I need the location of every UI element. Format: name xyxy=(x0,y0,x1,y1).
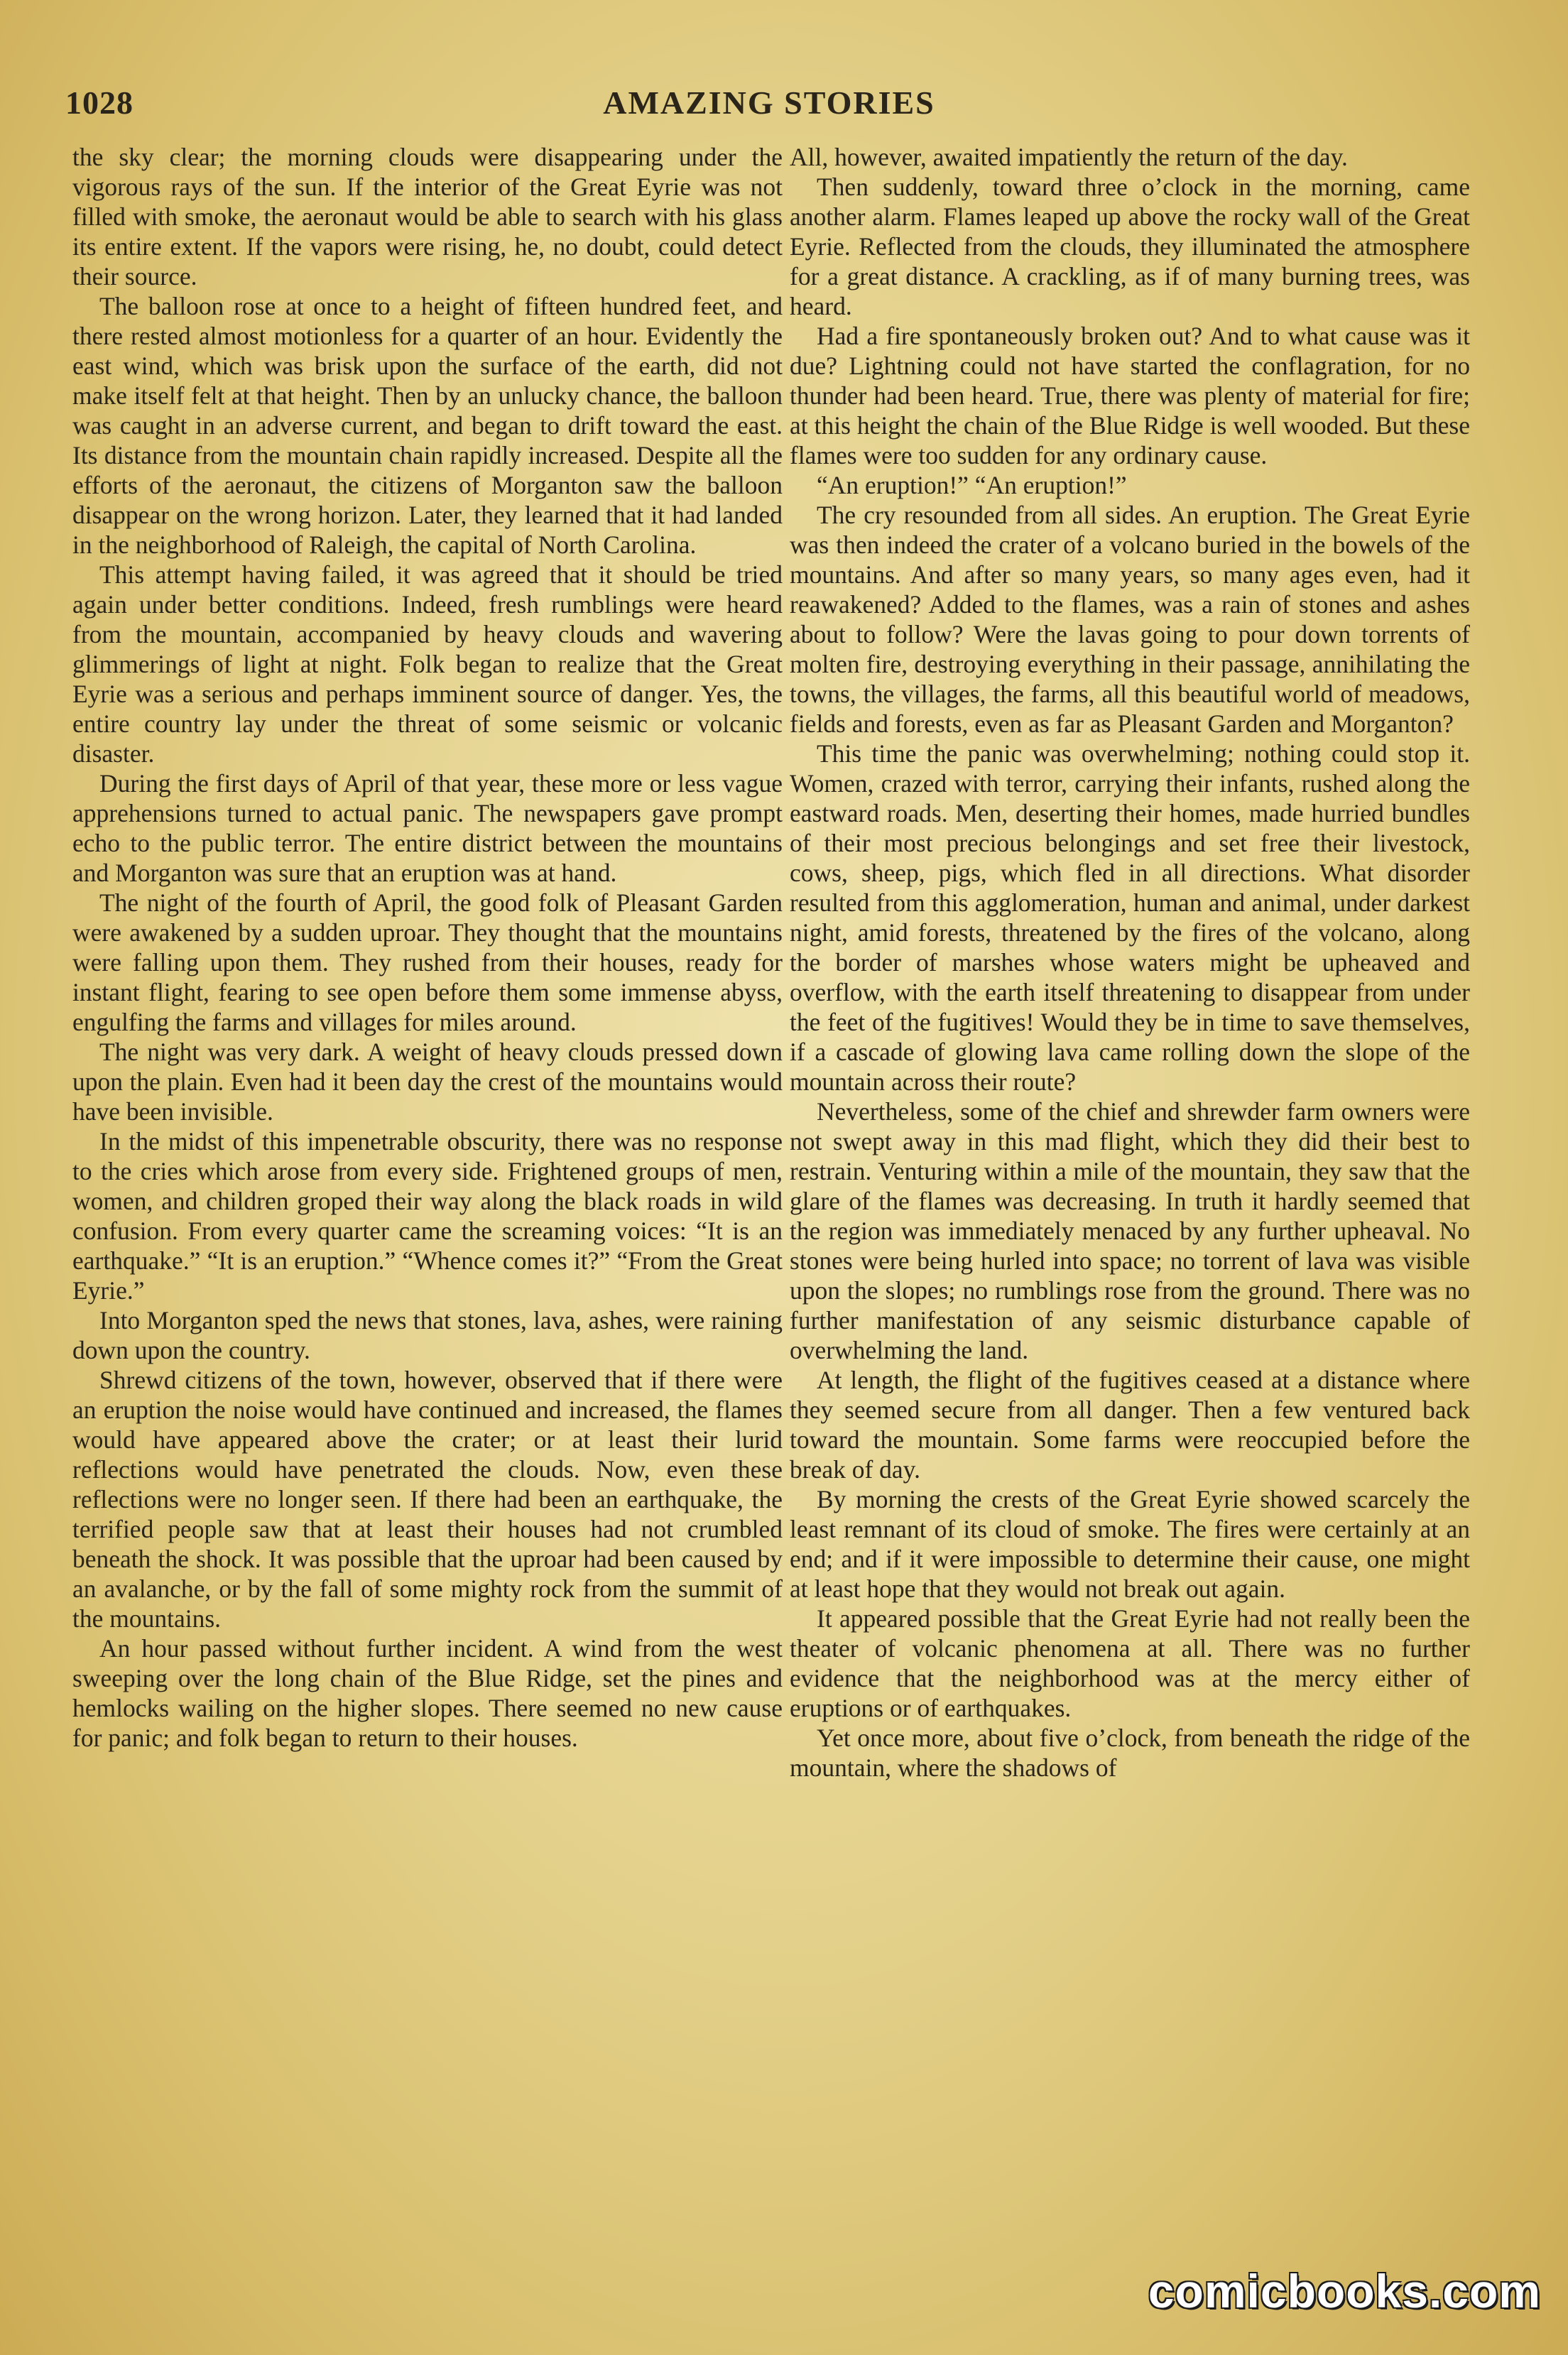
paragraph: This time the panic was overwhelming; nothing could stop it. Women, crazed with terror, carrying their infants, rushed along the eastward roads. Men, deserting their homes, made hurried bundles of their most precious belongings and set free their livestock, cows, sheep, pigs, which fled in all directions. What disorder resulted from this agglomeration, human and animal, under darkest night, amid forests, threatened by the fires of the volcano, along the border of marshes whose waters might be upheaved and overflow, with the earth itself threatening to disappear from under the feet of the fugitives! Would they be in time to save themselves, if a cascade of glowing lava came rolling down the slope of the mountain across their route? xyxy=(790,739,1470,1096)
paragraph: the sky clear; the morning clouds were disappearing under the vigorous rays of the sun. If the interior of the Great Eyrie was not filled with smoke, the aeronaut would be able to search with his glass its entire extent. If the vapors were rising, he, no doubt, could detect their source. xyxy=(72,143,783,290)
magazine-title: AMAZING STORIES xyxy=(603,85,935,121)
paragraph: In the midst of this impenetrable obscurity, there was no response to the cries which arose from every side. Frightened groups of men, women, and children groped their way along the black roads in wild confusion. From every quarter came the screaming voices: “It is an earthquake.” “It is an eruption.” “Whence comes it?” “From the Great Eyrie.” xyxy=(72,1127,783,1305)
paragraph: Into Morganton sped the news that stones, lava, ashes, were raining down upon the country. xyxy=(72,1306,783,1364)
paragraph: Shrewd citizens of the town, however, observed that if there were an eruption the noise would have continued and increased, the flames would have appeared above the crater; or at least their lurid reflections would have penetrated the clouds. Now, even these reflections were no longer seen. If there had been an earthquake, the terrified people saw that at least their houses had not crumbled beneath the shock. It was possible that the uproar had been caused by an avalanche, or by the fall of some mighty rock from the summit of the mountains. xyxy=(72,1366,783,1633)
page-number: 1028 xyxy=(65,85,134,121)
paragraph: Nevertheless, some of the chief and shrewder farm owners were not swept away in this mad flight, which they did their best to restrain. Venturing within a mile of the mountain, they saw that the glare of the flames was decreasing. In truth it hardly seemed that the region was immediately menaced by any further upheaval. No stones were being hurled into space; no torrent of lava was visible upon the slopes; no rumblings rose from the ground. There was no further manifestation of any seismic disturbance capable of overwhelming the land. xyxy=(790,1097,1470,1364)
right-column xyxy=(790,142,1470,1783)
paragraph: The night was very dark. A weight of heavy clouds pressed down upon the plain. Even had it been day the crest of the mountains would have been invisible. xyxy=(72,1038,783,1126)
paragraph: The night of the fourth of April, the good folk of Pleasant Garden were awakened by a sudden uproar. They thought that the mountains were falling upon them. They rushed from their houses, ready for instant flight, fearing to see open before them some immense abyss, engulfing the farms and villages for miles around. xyxy=(72,888,783,1036)
paragraph: It appeared possible that the Great Eyrie had not really been the theater of volcanic phenomena at all. There was no further evidence that the neighborhood was at the mercy either of eruptions or of earthquakes. xyxy=(790,1604,1470,1722)
paragraph: The cry resounded from all sides. An eruption. The Great Eyrie was then indeed the crater of a volcano buried in the bowels of the mountains. And after so many years, so many ages even, had it reawakened? Added to the flames, was a rain of stones and ashes about to follow? Were the lavas going to pour down torrents of molten fire, destroying everything in their passage, annihilating the towns, the villages, the farms, all this beautiful world of meadows, fields and forests, even as far as Pleasant Garden and Morganton? xyxy=(790,501,1470,738)
left-column xyxy=(72,142,783,1753)
paragraph: The balloon rose at once to a height of fifteen hundred feet, and there rested almost motionless for a quarter of an hour. Evidently the east wind, which was brisk upon the surface of the earth, did not make itself felt at that height. Then by an unlucky chance, the balloon was caught in an adverse current, and began to drift toward the east. Its distance from the mountain chain rapidly increased. Despite all the efforts of the aeronaut, the citizens of Morganton saw the balloon disappear on the wrong horizon. Later, they learned that it had landed in the neighborhood of Raleigh, the capital of North Carolina. xyxy=(72,292,783,559)
paragraph: This attempt having failed, it was agreed that it should be tried again under better conditions. Indeed, fresh rumblings were heard from the mountain, accompanied by heavy clouds and wavering glimmerings of light at night. Folk began to realize that the Great Eyrie was a serious and perhaps imminent source of danger. Yes, the entire country lay under the threat of some seismic or volcanic disaster. xyxy=(72,560,783,768)
paragraph: “An eruption!” “An eruption!” xyxy=(817,471,1127,499)
paragraph: An hour passed without further incident. A wind from the west sweeping over the long chain of the Blue Ridge, set the pines and hemlocks wailing on the higher slopes. There seemed no new cause for panic; and folk began to return to their houses. xyxy=(72,1634,783,1752)
source-watermark: comicbooks.com xyxy=(1148,2265,1541,2317)
paragraph: By morning the crests of the Great Eyrie showed scarcely the least remnant of its cloud of smoke. The fires were certainly at an end; and if it were impossible to determine their cause, one might at least hope that they would not break out again. xyxy=(790,1485,1470,1603)
paragraph: At length, the flight of the fugitives ceased at a distance where they seemed secure from all danger. Then a few ventured back toward the mountain. Some farms were reoccupied before the break of day. xyxy=(790,1366,1470,1484)
paragraph: Then suddenly, toward three o’clock in the morning, came another alarm. Flames leaped up above the rocky wall of the Great Eyrie. Reflected from the clouds, they illuminated the atmosphere for a great distance. A crackling, as if of many burning trees, was heard. xyxy=(790,173,1470,320)
paragraph: All, however, awaited impatiently the return of the day. xyxy=(790,143,1348,171)
paragraph: Yet once more, about five o’clock, from beneath the ridge of the mountain, where the shadows of xyxy=(790,1724,1470,1782)
paragraph: During the first days of April of that year, these more or less vague apprehensions turned to actual panic. The newspapers gave prompt echo to the public terror. The entire district between the mountains and Morganton was sure that an eruption was at hand. xyxy=(72,769,783,887)
paragraph: Had a fire spontaneously broken out? And to what cause was it due? Lightning could not have started the conflagration, for no thunder had been heard. True, there was plenty of material for fire; at this height the chain of the Blue Ridge is well wooded. But these flames were too sudden for any ordinary cause. xyxy=(790,322,1470,469)
page-header xyxy=(55,84,1483,129)
